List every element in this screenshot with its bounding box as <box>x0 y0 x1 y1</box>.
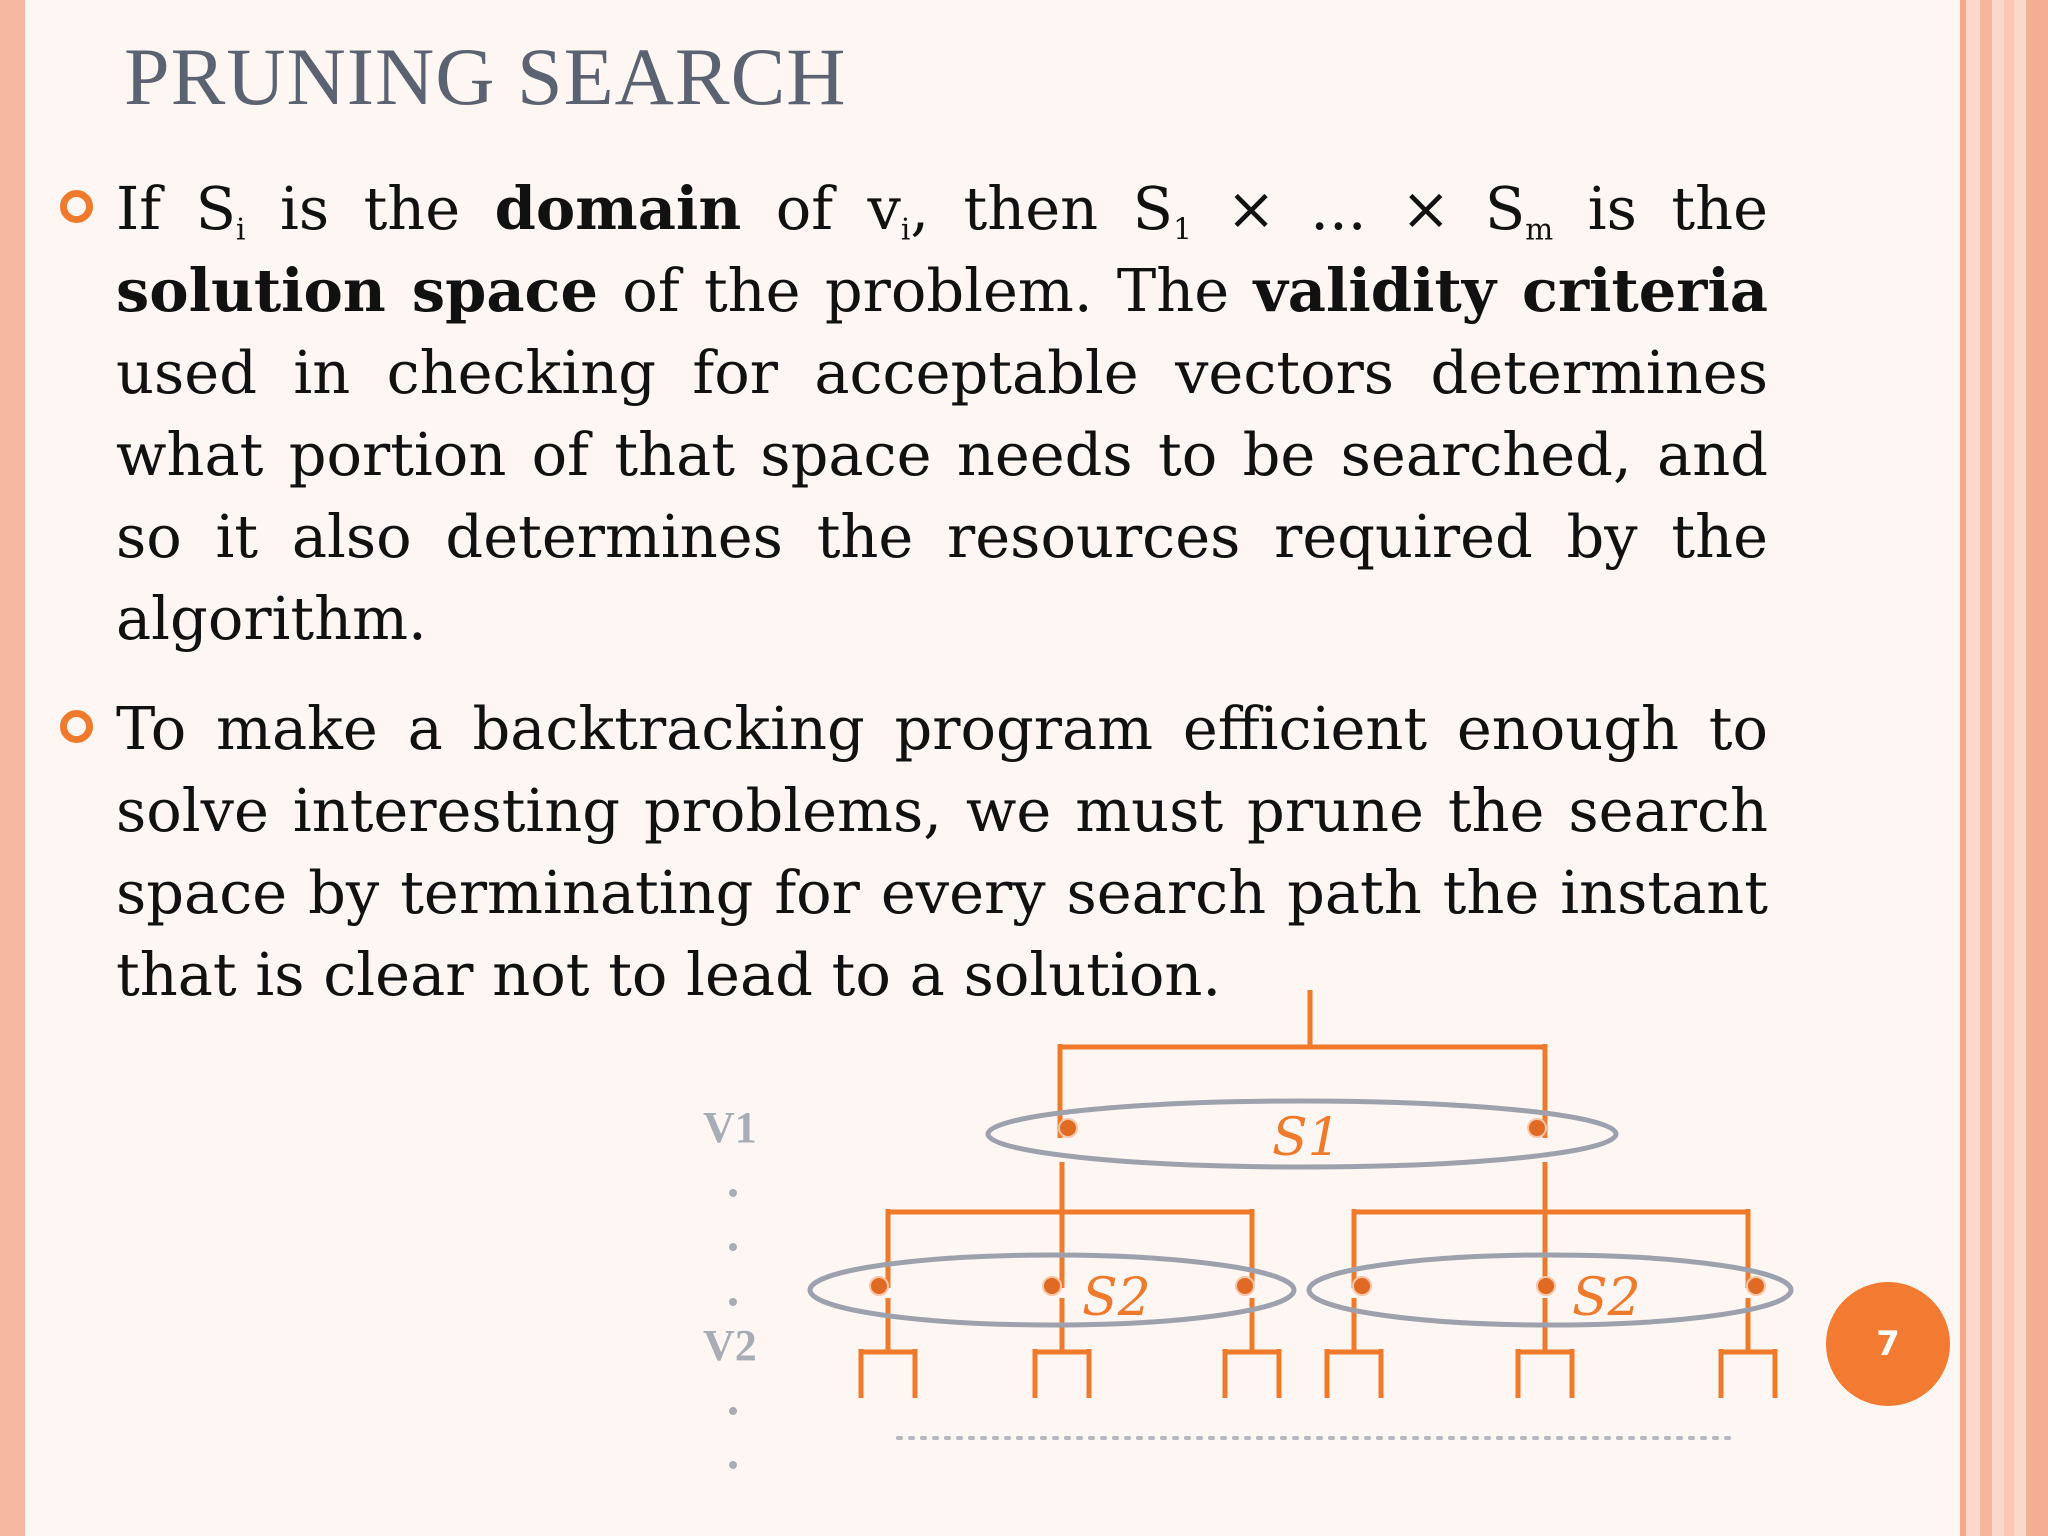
tree-node <box>1537 1277 1555 1295</box>
bullet-item-pruning: To make a backtracking program efficient enough to solve interesting problems, we must prune the search space by terminating for every search path the instant that is clear not to lead to a solution. <box>116 688 1768 1016</box>
term-solution-space: solution space <box>116 256 599 325</box>
set-s2-right-label: S2 <box>1572 1268 1641 1328</box>
level1-branch-right <box>1354 1162 1748 1288</box>
set-s1-label: S1 <box>1272 1108 1341 1168</box>
tree-node <box>1528 1119 1546 1137</box>
tree-node <box>1043 1277 1061 1295</box>
term-domain: domain <box>494 174 742 243</box>
tree-node <box>870 1277 888 1295</box>
tree-node <box>1236 1277 1254 1295</box>
level-v2-label: V2 <box>703 1321 757 1370</box>
tree-node <box>1353 1277 1371 1295</box>
bullet-item-domain: If $S_i$ is the domain of $v_i$, then $S_1$ × ... × $S_m$ is the solution space of the problem. The validity criteria used in checking for acceptable vectors determines what portion of that space needs to be searched, and so it also determines the resources required by the algorithm. <box>116 168 1768 660</box>
tree-node <box>1059 1119 1077 1137</box>
term-validity-criteria: validity criteria <box>1253 256 1768 325</box>
set-s2-left-label: S2 <box>1082 1268 1151 1328</box>
page-number-badge: 7 <box>1826 1282 1950 1406</box>
level1-branch-left <box>888 1162 1252 1288</box>
slide-title: PRUNING SEARCH <box>124 31 847 122</box>
tree-node <box>1747 1277 1765 1295</box>
tree-edges <box>861 990 1775 1398</box>
level-v1-label: V1 <box>703 1103 757 1152</box>
